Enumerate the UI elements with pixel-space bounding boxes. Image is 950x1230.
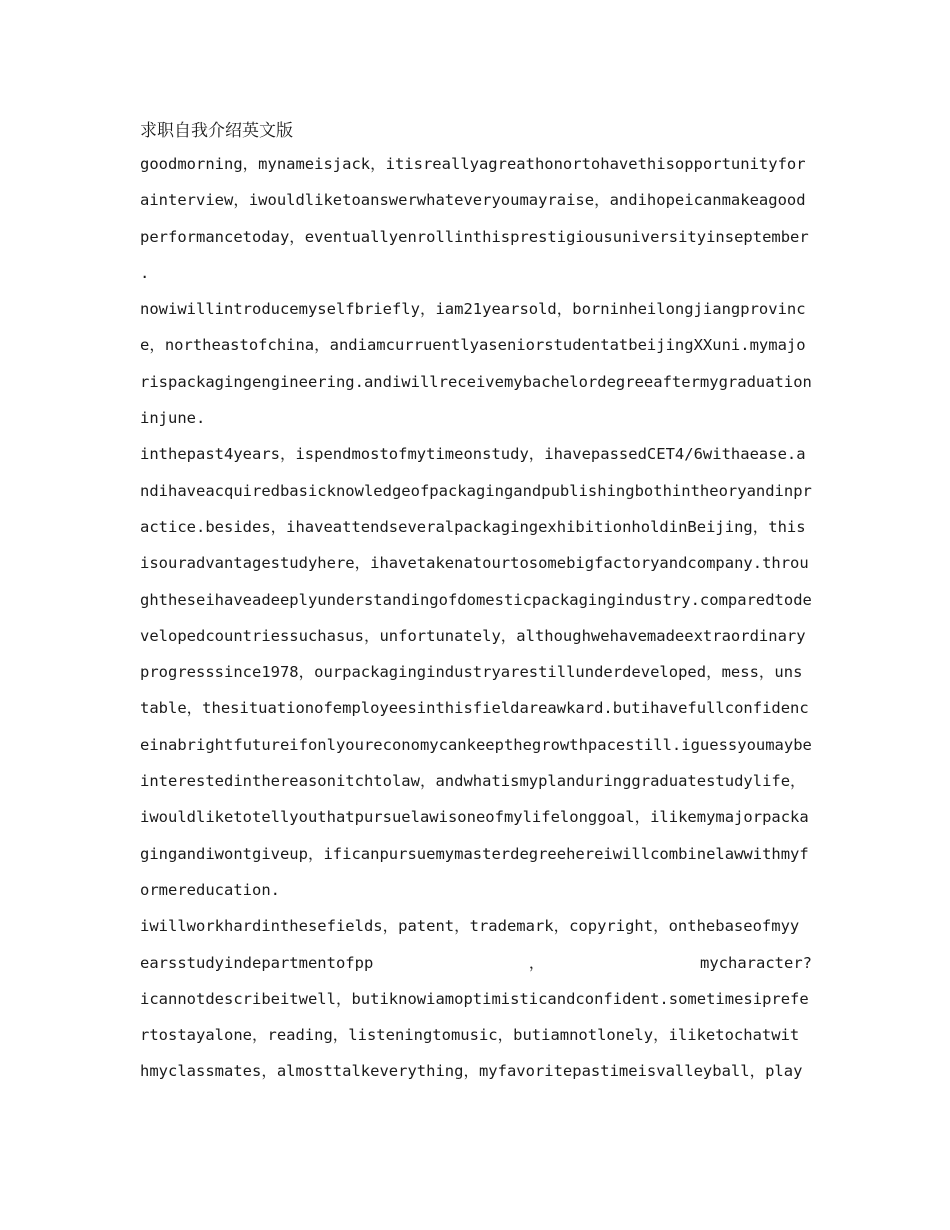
text-line: hmyclassmates，almosttalkeverything，myfavoritepastimeisvalleyball，play [140,1062,803,1081]
text-line: . [140,263,150,282]
text-line: velopedcountriessuchasus，unfortunately，althoughwehavemadeextraordinary [140,626,806,645]
justified-segment-left: earsstudyindepartmentofpp [140,953,374,972]
document-title: 求职自我介绍英文版 [140,121,293,141]
text-line: injune. [140,409,206,428]
text-line: isouradvantagestudyhere，ihavetakenatourtosomebigfactoryandcompany.throu [140,554,809,573]
text-line: rispackagingengineering.andiwillreceivemybachelordegreeaftermygraduation [140,372,812,391]
text-line: iwillworkhardinthesefields，patent，trademark，copyright，onthebaseofmyy [140,917,800,936]
justified-segment-right: mycharacter? [700,953,812,972]
text-line: e，northeastofchina，andiamcurruentlyaseniorstudentatbeijingXXuni.mymajo [140,336,806,355]
text-line: goodmorning，mynameisjack，itisreallyagreathonortohavethisopportunityfor [140,155,806,173]
text-line: interestedinthereasonitchtolaw，andwhatismyplanduringgraduatestudylife， [140,772,806,791]
text-line: gingandiwontgiveup，ificanpursuemymasterdegreehereiwillcombinelawwithmyf [140,844,809,863]
text-line: ormereducation. [140,880,280,899]
text-line: progresssince1978，ourpackagingindustryarestillunderdeveloped，mess，uns [140,663,803,682]
justified-segment-middle: ， [528,953,545,972]
text-line: rtostayalone，reading，listeningtomusic，butiamnotlonely，iliketochatwit [140,1026,800,1045]
text-line: iwouldliketotellyouthatpursuelawisoneofmylifelonggoal，ilikemymajorpacka [140,808,809,827]
text-line: nowiwillintroducemyselfbriefly，iam21yearsold，borninheilongjiangprovinc [140,300,806,319]
text-line: ndihaveacquiredbasicknowledgeofpackagingandpublishingbothintheoryandinpr [140,481,812,500]
justified-text-line [140,945,812,981]
text-line: actice.besides，ihaveattendseveralpackagingexhibitionholdinBeijing，this [140,517,806,536]
text-line: performancetoday，eventuallyenrollinthisprestigiousuniversityinseptember [140,227,809,246]
text-line: ainterview，iwouldliketoanswerwhateveryoumayraise，andihopeicanmakeagood [140,191,806,210]
document-body [140,116,812,1090]
text-line: ghtheseihaveadeeplyunderstandingofdomesticpackagingindustry.comparedtode [140,590,812,609]
text-line: table，thesituationofemployeesinthisfieldareawkard.butihavefullconfidenc [140,699,809,718]
text-line: inthepast4years，ispendmostofmytimeonstudy，ihavepassedCET4/6withaease.a [140,445,806,464]
text-line: icannotdescribeitwell，butiknowiamoptimisticandconfident.sometimesiprefe [140,989,809,1008]
text-line: einabrightfutureifonlyoureconomycankeepthegrowthpacestill.iguessyoumaybe [140,735,812,754]
